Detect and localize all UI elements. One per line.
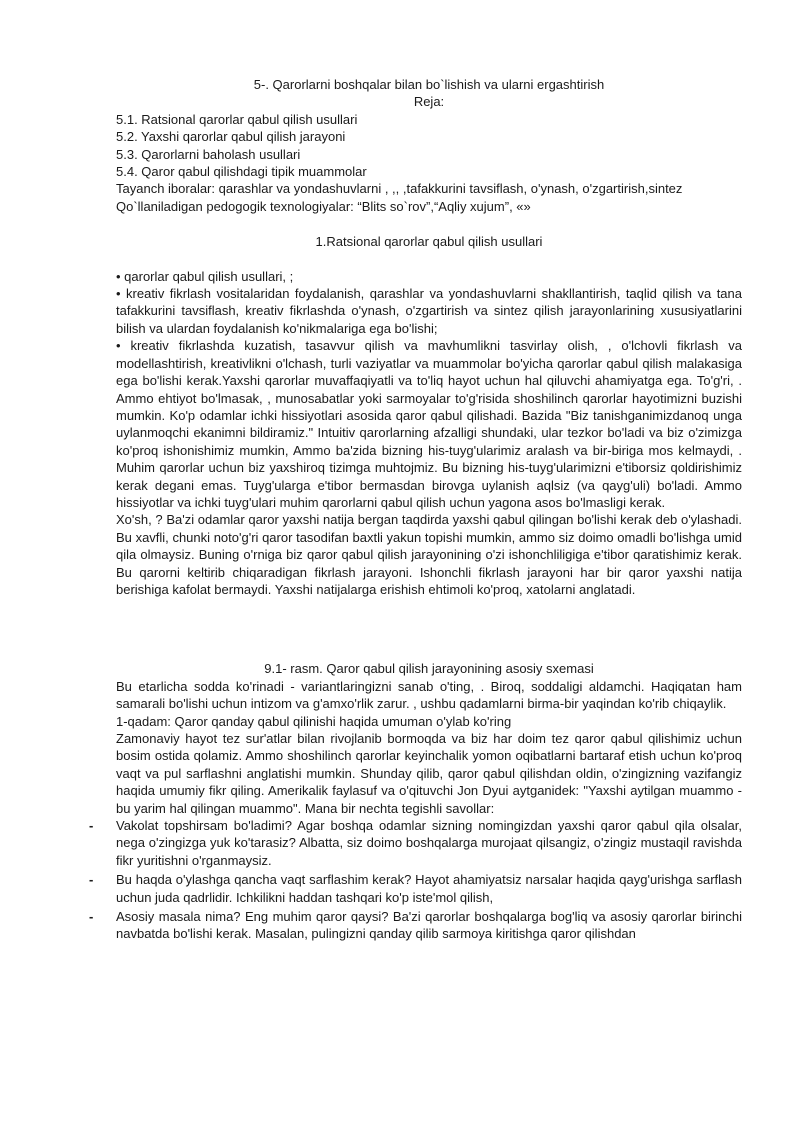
bullet-item: • kreativ fikrlash vositalaridan foydalanish, qarashlar va yondashuvlarni shakllantirish, taqlid qilish va tana tafakkurini tavsiflash, kreativ fikrlashda o'ynash, o'zgartirish va sintez qilish jarayonlarining xususiyatlarini bilish va ulardan foydalanish ko'nikmalariga ega bo'lishi; — [116, 286, 742, 336]
dash-marker: - — [89, 872, 94, 888]
body-paragraph: Bu etarlicha sodda ko'rinadi - variantlaringizni sanab o'ting, . Biroq, soddaligi aldamchi. Haqiqatan ham samarali bo'lishi uchun intizom va g'amxo'rlik zarur. , ushbu qadamlarni birma-bir yaqindan ko'rib chiqaylik. — [116, 678, 742, 712]
plan-item: 5.3. Qarorlarni baholash usullari — [116, 146, 301, 162]
document-title: 5-. Qarorlarni boshqalar bilan bo`lishish va ularni ergashtirish — [253, 77, 605, 92]
figure-caption: 9.1- rasm. Qaror qabul qilish jarayonining asosiy sxemasi — [264, 661, 594, 677]
body-paragraph: Zamonaviy hayot tez sur'atlar bilan rivojlanib bormoqda va biz har doim tez qaror qabul qilishimiz uchun bosim ostida qolamiz. Ammo shoshilinch qarorlar keyinchalik yomon oqibatlarni bartaraf etish uchun ko'proq vaqt va pul sarflashni anglatishi mumkin. Shunday qilib, qaror qabul qilishdan oldin, o'zingizning vazifangiz haqida umumiy fikr qiling. Amerikalik faylasuf va o'qituvchi Jon Dyui aytganidek: "Yaxshi aytilgan muammo - bu yarim hal qilingan muammo". Mana bir nechta tegishli savollar: — [116, 731, 742, 816]
plan-label: Reja: — [413, 94, 445, 110]
dash-marker: - — [89, 909, 94, 925]
step-title: 1-qadam: Qaror qanday qabul qilinishi haqida umuman o'ylab ko'ring — [116, 713, 512, 729]
methods-line: Qo`llaniladigan pedogogik texnologiyalar: “Blits so`rov”,“Aqliy xujum”, «» — [116, 198, 531, 214]
section-heading: 1.Ratsional qarorlar qabul qilish usullari — [315, 234, 543, 250]
figure-placeholder — [116, 598, 742, 660]
keywords-line: Tayanch iboralar: qarashlar va yondashuvlarni , ,, ,tafakkurini tavsiflash, o'ynash, o'zgartirish,sintez — [116, 181, 683, 197]
dash-marker: - — [89, 818, 94, 834]
question-list — [89, 817, 742, 943]
plan-item: 5.4. Qaror qabul qilishdagi tipik muammolar — [116, 164, 367, 180]
list-item — [89, 908, 742, 943]
list-item — [89, 871, 742, 906]
bullet-item: • qarorlar qabul qilish usullari, ; — [116, 268, 294, 284]
body-paragraph: Xo'sh, ? Ba'zi odamlar qaror yaxshi natija bergan taqdirda yaxshi qabul qilingan bo'lishi kerak deb o'ylashadi. Bu xavfli, chunki noto'g'ri qaror tasodifan baxtli yakun topishi mumkin, ammo siz doimo omadli bo'lishga umid qila olmaysiz. Buning o'rniga biz qaror qabul qilish jarayonining o'zi ishonchliligiga e'tibor qaratishimiz kerak. Bu qarorni keltirib chiqaradigan fikrlash jarayoni. Ishonchli fikrlash jarayoni har bir qaror yaxshi natija berishiga kafolat bermaydi. Yaxshi natijalarga erishish ehtimoli ko'proq, xatolarni anglatadi. — [116, 512, 742, 597]
list-item — [89, 817, 742, 869]
list-item-text: Bu haqda o'ylashga qancha vaqt sarflashim kerak? Hayot ahamiyatsiz narsalar haqida qayg'urishga sarflash uchun juda qadrlidir. Ichkilikni haddan tashqari ko'p iste'mol qilish, — [116, 872, 742, 905]
plan-item: 5.2. Yaxshi qarorlar qabul qilish jarayoni — [116, 129, 346, 145]
plan-item: 5.1. Ratsional qarorlar qabul qilish usullari — [116, 111, 358, 127]
document-page — [89, 76, 742, 945]
list-item-text: Vakolat topshirsam bo'ladimi? Agar boshqa odamlar sizning nomingizdan yaxshi qaror qabul qila olsalar, nega o'zingizga yuk ko'tarasiz? Albatta, siz doimo boshqalarga murojaat qilsangiz, o'zingiz mustaqil ravishda fikr yuritishni o'rganmaysiz. — [116, 818, 742, 868]
bullet-item: • kreativ fikrlashda kuzatish, tasavvur qilish va mavhumlikni tasvirlay olish, , o'lchovli fikrlash va modellashtirish, kreativlikni o'lchash, turli vaziyatlar va muammolar bo'yicha qarorlar qabul qilish malakasiga ega bo'lishi kerak.Yaxshi qarorlar muvaffaqiyatli va to'liq hayot uchun hal qiluvchi ahamiyatga ega. To'g'ri, . Ammo ehtiyot bo'lmasak, , munosabatlar yoki sarmoyalar to'g'risida shoshilinch qarorlar hayotimizni buzishi mumkin. Ko'p odamlar ichki hissiyotlari asosida qaror qabul qilishadi. Bazida "Biz tanishganimizdanoq unga uylanmoqchi ekanimni bildiramiz." Intuitiv qarorlarning afzalligi shundaki, ular tezkor bo'ladi va biz o'zimizga ko'proq ishonishimiz mumkin, Ammo ba'zida bizning his-tuyg'ularimiz aralash va bir-biriga mos kelmaydi, . Muhim qarorlar uchun biz yaxshiroq tizimga muhtojmiz. Bu bizning his-tuyg'ularimizni e'tiborsiz qoldirishimiz kerak degani emas. Tuyg'ularga e'tibor bermasdan birovga uylanish aqlsiz (va qayg'uli) bo'ladi. Ammo hissiyotlar va ichki tuyg'ulari muhim qarorlarni qabul qilish uchun yagona asos bo'lmasligi kerak. — [116, 338, 742, 510]
list-item-text: Asosiy masala nima? Eng muhim qaror qaysi? Ba'zi qarorlar boshqalarga bog'liq va asosiy qarorlar birinchi navbatda bo'lishi kerak. Masalan, pulingizni qanday qilib sarmoya kiritishga qaror qilishdan — [116, 909, 742, 942]
